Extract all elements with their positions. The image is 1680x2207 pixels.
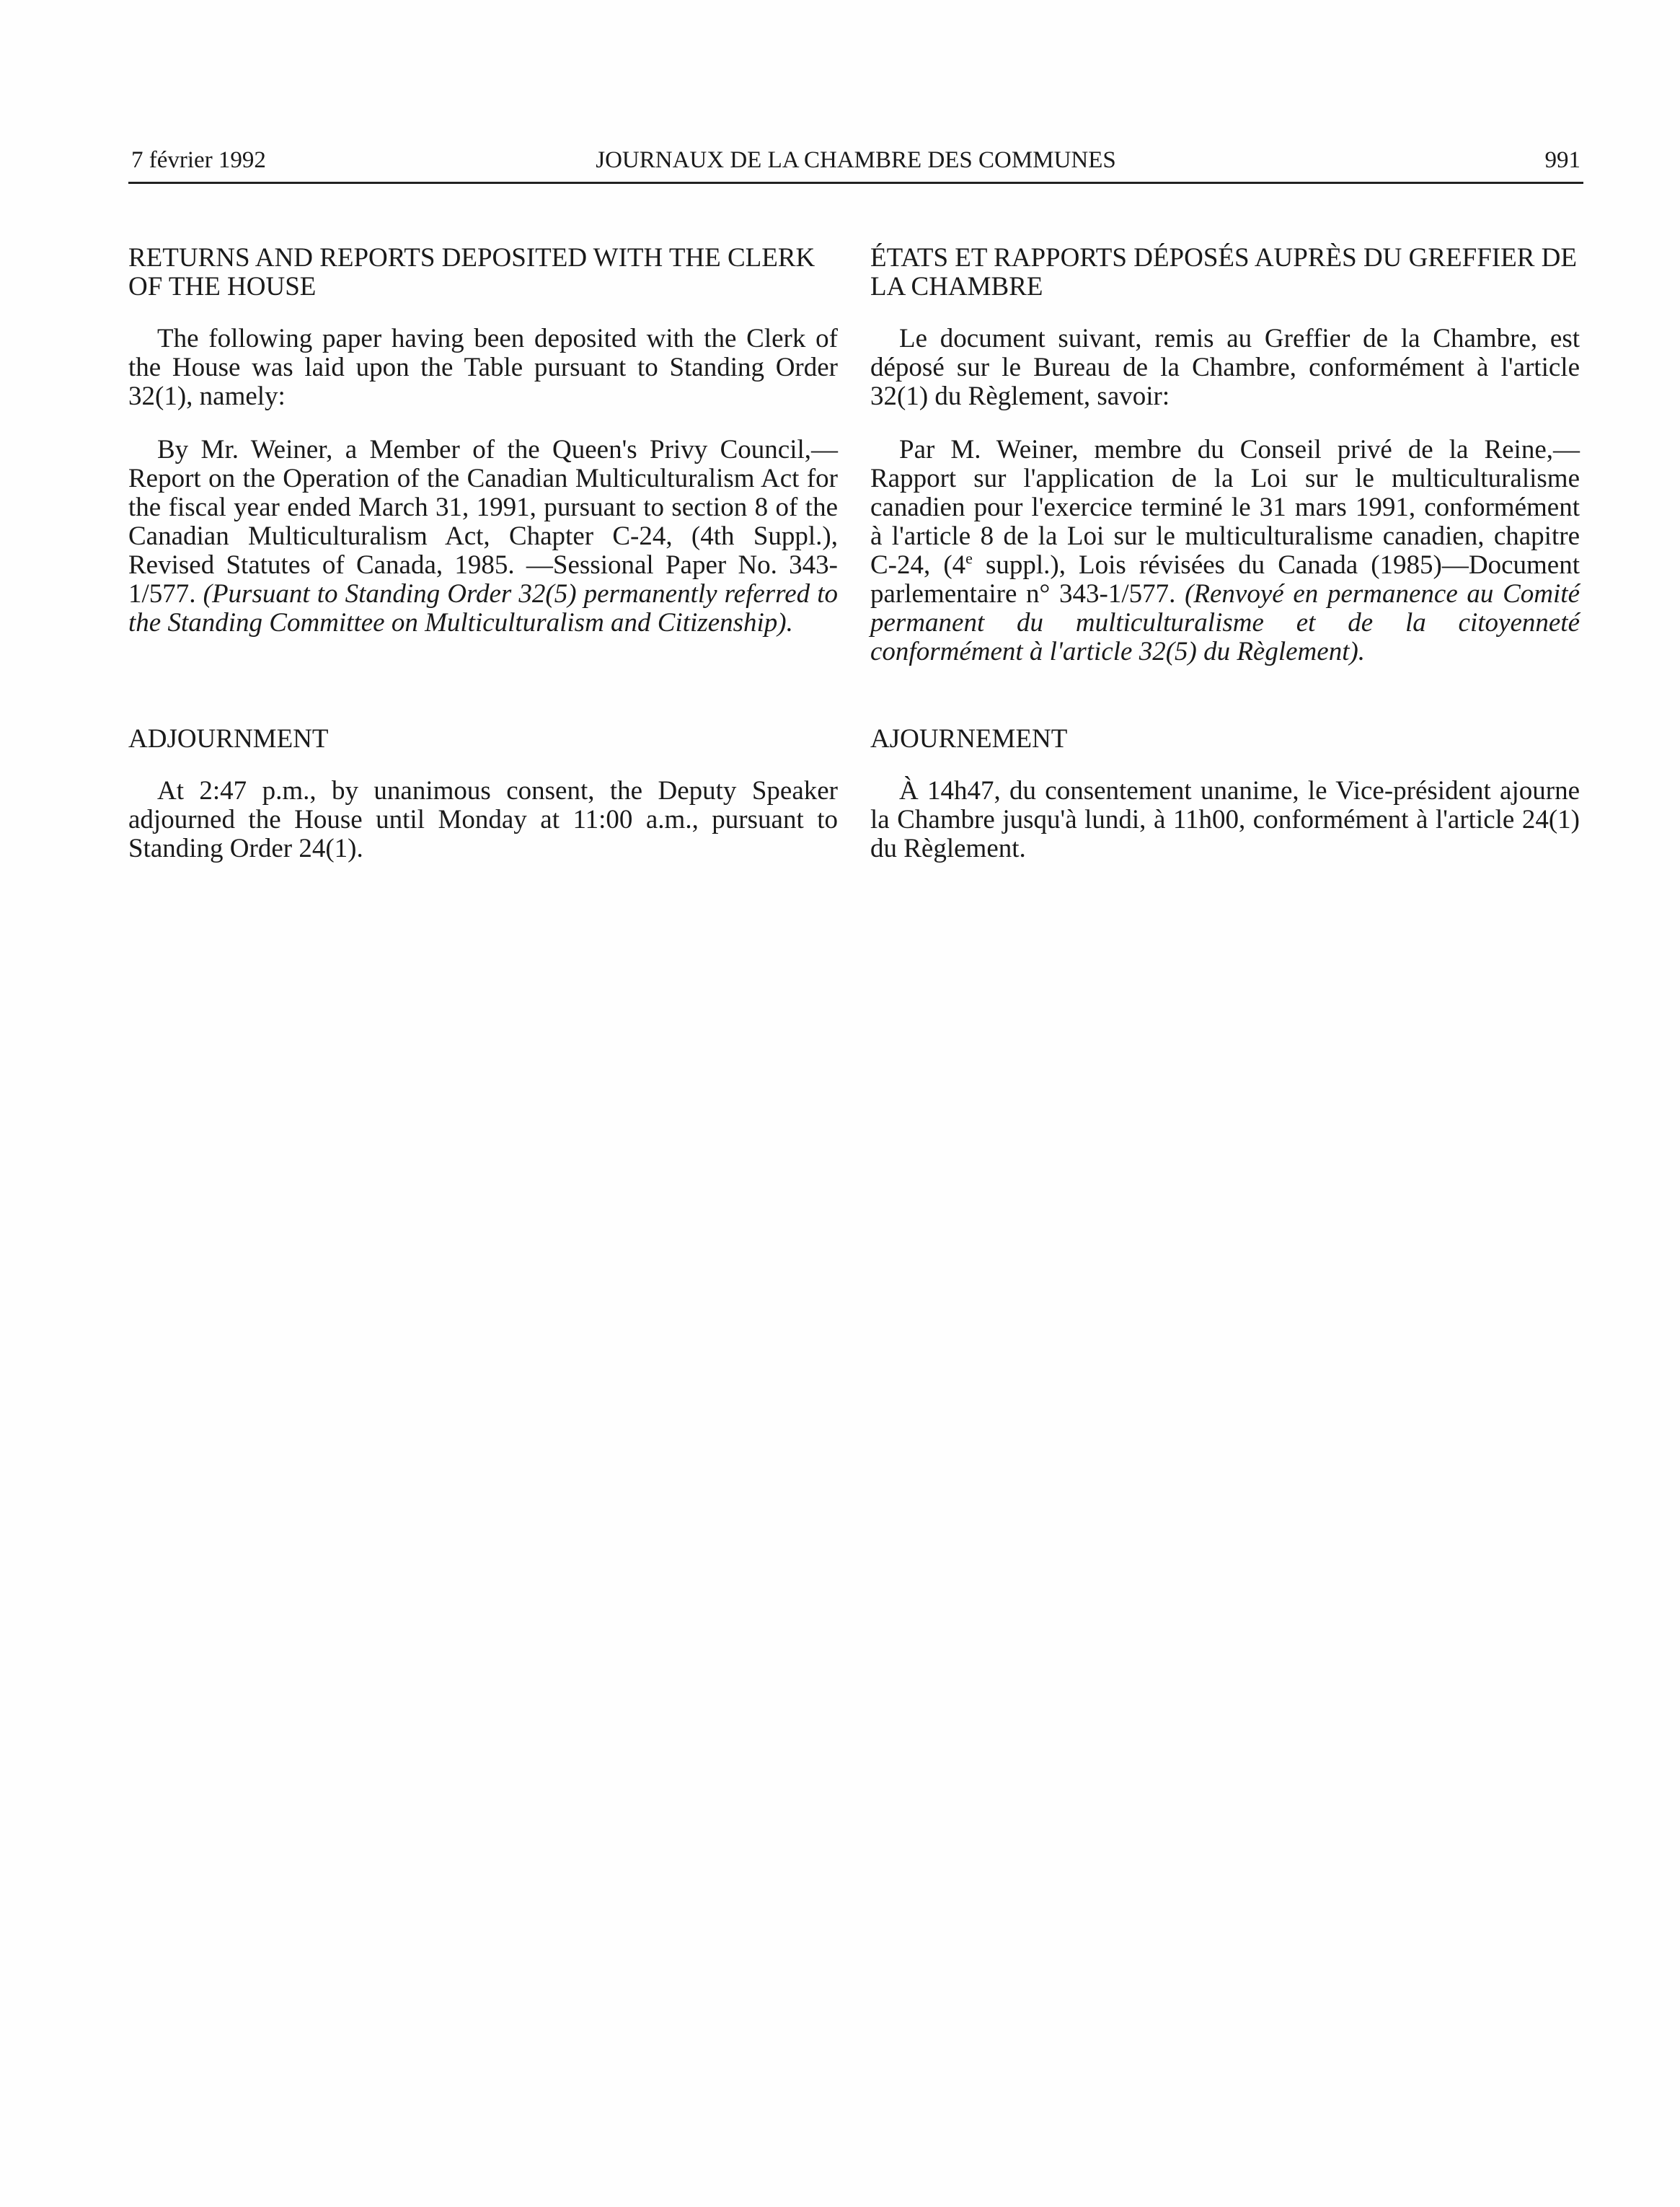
- header-journal-title: JOURNAUX DE LA CHAMBRE DES COMMUNES: [596, 147, 1116, 173]
- french-returns-item: [870, 436, 1580, 666]
- french-returns-item-text-1: Par M. Weiner, membre du Conseil privé de la Reine,—Rapport sur l'application de la Loi sur le multiculturalisme canadien pour l'exercice terminé le 31 mars 1991, conformément à l'article 8 de la Loi sur le multiculturalisme canadien, chapitre C-24, (4: [870, 435, 1580, 580]
- english-returns-heading: RETURNS AND REPORTS DEPOSITED WITH THE CLERK OF THE HOUSE: [128, 243, 815, 301]
- french-returns-intro: Le document suivant, remis au Greffier de la Chambre, est déposé sur le Bureau de la Chambre, conformément à l'article 32(1) du Règlement, savoir:: [870, 324, 1580, 411]
- english-adjournment-heading: ADJOURNMENT: [128, 724, 329, 754]
- french-returns-item-text-2: suppl.), Lois révisées du Canada (1985)—Document parlementaire n° 343-1/577.: [870, 550, 1580, 609]
- french-returns-section: [870, 244, 1580, 691]
- french-returns-heading: ÉTATS ET RAPPORTS DÉPOSÉS AUPRÈS DU GREFFIER DE LA CHAMBRE: [870, 243, 1577, 301]
- english-returns-item-text: By Mr. Weiner, a Member of the Queen's Privy Council,—Report on the Operation of the Canadian Multiculturalism Act for the fiscal year ended March 31, 1991, pursuant to section 8 of the Canadian Multiculturalism Act, Chapter C-24, (4th Suppl.), Revised Statutes of Canada, 1985. —Sessional Paper No. 343-1/577.: [128, 435, 838, 609]
- english-returns-section: [128, 244, 838, 662]
- header-page-number: 991: [1544, 147, 1580, 173]
- french-adjournment-heading: AJOURNEMENT: [870, 724, 1068, 754]
- english-returns-item-referral: (Pursuant to Standing Order 32(5) permanently referred to the Standing Committee on Multiculturalism and Citizenship).: [128, 579, 838, 638]
- french-returns-item-superscript: e: [965, 549, 973, 568]
- french-adjournment-text: À 14h47, du consentement unanime, le Vice-président ajourne la Chambre jusqu'à lundi, à 11h00, conformément à l'article 24(1) du Règlement.: [870, 776, 1580, 863]
- running-head: [128, 144, 1583, 184]
- english-adjournment-text: At 2:47 p.m., by unanimous consent, the Deputy Speaker adjourned the House until Monday at 11:00 a.m., pursuant to Standing Order 24(1).: [128, 776, 838, 863]
- header-date: 7 février 1992: [131, 147, 266, 173]
- french-returns-item-referral: (Renvoyé en permanence au Comité permanent du multiculturalisme et de la citoyenneté conformément à l'article 32(5) du Règlement).: [870, 579, 1580, 666]
- english-adjournment-section: [128, 725, 838, 888]
- french-adjournment-section: [870, 725, 1580, 888]
- english-returns-intro: The following paper having been deposited with the Clerk of the House was laid upon the Table pursuant to Standing Order 32(1), namely:: [128, 324, 838, 411]
- english-returns-item: [128, 436, 838, 638]
